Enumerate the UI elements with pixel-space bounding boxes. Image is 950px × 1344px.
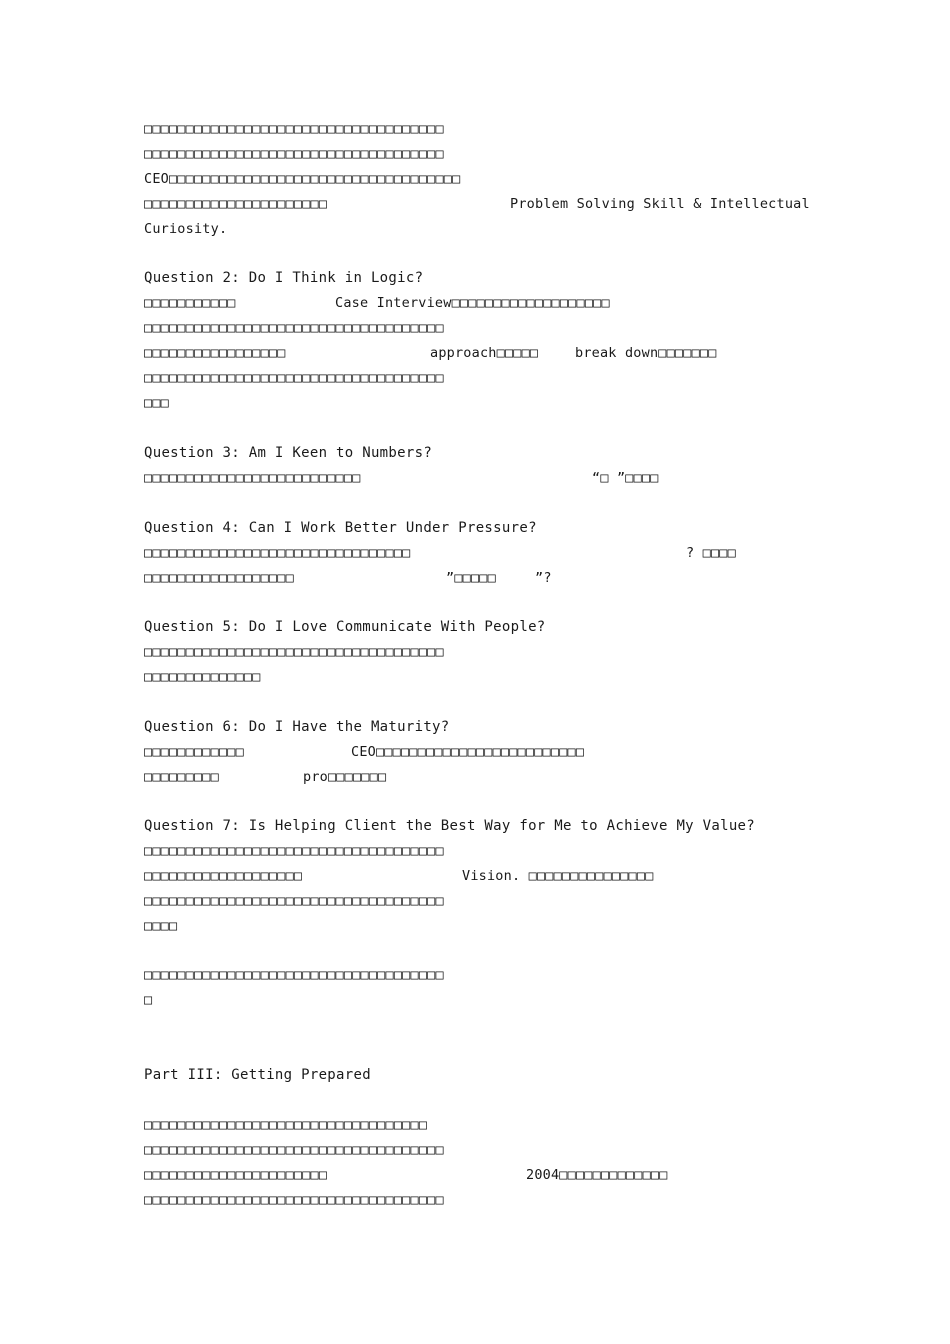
part-3-heading: Part III: Getting Prepared — [144, 1067, 371, 1083]
paragraph-line: □□□□□□□□□□□□□□□□□□□□□□□□□□□□□□□□ — [144, 545, 411, 561]
paragraph-line: □□□□□□□□□□□□□□□□□ — [144, 345, 286, 361]
paragraph-line: Curiosity. — [144, 221, 228, 237]
paragraph-line: □□□□□□□□□□□□ — [144, 744, 244, 760]
paragraph-line: □□□□□□□□□□□□□□□□□□□□□□ — [144, 1167, 328, 1183]
question-4-heading: Question 4: Can I Work Better Under Pressure? — [144, 520, 537, 536]
paragraph-line: □□□□□□□□□□□ — [144, 295, 236, 311]
paragraph-line-segment: CEO□□□□□□□□□□□□□□□□□□□□□□□□□ — [351, 744, 585, 760]
paragraph-line-segment: 2004□□□□□□□□□□□□□ — [526, 1167, 668, 1183]
paragraph-line-segment: ”? — [535, 570, 552, 586]
paragraph-line: □□□□□□□□□□□□□□□□□□□□□□□□□□□□□□□□□□□□ — [144, 1192, 444, 1208]
paragraph-line-segment: ? □□□□ — [686, 545, 736, 561]
paragraph-line: □□□□□□□□□□□□□□□□□□ — [144, 570, 294, 586]
paragraph-line: □□□□□□□□□ — [144, 769, 219, 785]
paragraph-line: □□□□□□□□□□□□□□□□□□□□□□□□□□□□□□□□□□□□ — [144, 146, 444, 162]
paragraph-line-english: Problem Solving Skill & Intellectual — [510, 196, 810, 212]
paragraph-line-segment: Case Interview□□□□□□□□□□□□□□□□□□□ — [335, 295, 610, 311]
paragraph-line: □□□□ — [144, 918, 178, 934]
paragraph-line: □□□□□□□□□□□□□□□□□□□□□□□□□□□□□□□□□□□□ — [144, 1142, 444, 1158]
paragraph-line: □□□□□□□□□□□□□□□□□□□□□□□□□□□□□□□□□□□□ — [144, 370, 444, 386]
paragraph-line: □□□□□□□□□□□□□□□□□□□□□□□□□□□□□□□□□□□□ — [144, 644, 444, 660]
paragraph-line: □□□□□□□□□□□□□□ — [144, 669, 261, 685]
paragraph-line: □□□□□□□□□□□□□□□□□□□□□□□□□□ — [144, 470, 361, 486]
paragraph-line: □□□□□□□□□□□□□□□□□□□□□□□□□□□□□□□□□□□□ — [144, 320, 444, 336]
paragraph-line: □□□□□□□□□□□□□□□□□□□□□□□□□□□□□□□□□□ — [144, 1117, 428, 1133]
paragraph-line: □ — [144, 992, 153, 1008]
paragraph-line-segment: pro□□□□□□□ — [303, 769, 387, 785]
paragraph-line: □□□ — [144, 395, 169, 411]
question-2-heading: Question 2: Do I Think in Logic? — [144, 270, 424, 286]
paragraph-line: CEO□□□□□□□□□□□□□□□□□□□□□□□□□□□□□□□□□□□ — [144, 171, 461, 187]
paragraph-line-segment: ”□□□□□ — [446, 570, 496, 586]
question-3-heading: Question 3: Am I Keen to Numbers? — [144, 445, 433, 461]
paragraph-line-segment: break down□□□□□□□ — [575, 345, 717, 361]
paragraph-line: □□□□□□□□□□□□□□□□□□□□□□□□□□□□□□□□□□□□ — [144, 967, 444, 983]
paragraph-line-segment: “□ ”□□□□ — [592, 470, 659, 486]
paragraph-line: □□□□□□□□□□□□□□□□□□□□□□□□□□□□□□□□□□□□ — [144, 843, 444, 859]
question-6-heading: Question 6: Do I Have the Maturity? — [144, 719, 450, 735]
paragraph-line: □□□□□□□□□□□□□□□□□□□□□□□□□□□□□□□□□□□□ — [144, 121, 444, 137]
paragraph-line-segment: approach□□□□□ — [430, 345, 539, 361]
paragraph-line: □□□□□□□□□□□□□□□□□□□□□□□□□□□□□□□□□□□□ — [144, 893, 444, 909]
paragraph-line: □□□□□□□□□□□□□□□□□□□ — [144, 868, 303, 884]
question-5-heading: Question 5: Do I Love Communicate With People? — [144, 619, 546, 635]
paragraph-line: □□□□□□□□□□□□□□□□□□□□□□ — [144, 196, 328, 212]
question-7-heading: Question 7: Is Helping Client the Best Way for Me to Achieve My Value? — [144, 818, 756, 834]
paragraph-line-segment: Vision. □□□□□□□□□□□□□□□ — [462, 868, 654, 884]
